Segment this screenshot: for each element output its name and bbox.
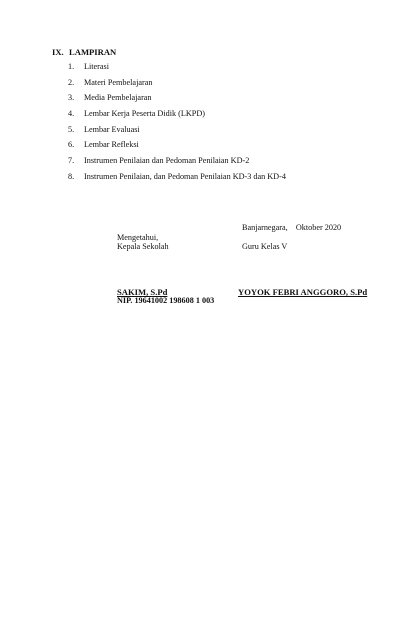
signature-date: Oktober 2020 — [295, 223, 342, 232]
list-item-index: 8. — [68, 171, 75, 181]
list-item-index: 2. — [68, 77, 75, 87]
list-item — [68, 108, 286, 124]
section-number: IX. — [52, 47, 64, 57]
list-item-label: Lembar Kerja Peserta Didik (LKPD) — [84, 109, 205, 119]
list-item-label: Lembar Refleksi — [84, 140, 139, 150]
list-item — [68, 171, 286, 187]
teacher-name: YOYOK FEBRI ANGGORO, S.Pd — [238, 287, 368, 297]
list-item-index: 4. — [68, 109, 75, 119]
section-title: LAMPIRAN — [69, 47, 117, 57]
list-item-index: 6. — [68, 140, 75, 150]
teacher-role: Guru Kelas V — [242, 242, 288, 251]
list-item — [68, 155, 286, 171]
list-item-index: 1. — [68, 62, 75, 71]
list-item-label: Materi Pembelajaran — [84, 77, 153, 87]
list-item — [68, 139, 286, 155]
principal-name: SAKIM, S.Pd — [117, 287, 168, 297]
list-item — [68, 92, 286, 108]
signature-place: Banjarnegara, — [242, 223, 288, 232]
list-item-index: 3. — [68, 93, 75, 103]
list-item-label: Lembar Evaluasi — [84, 124, 140, 134]
principal-role: Kepala Sekolah — [117, 242, 169, 251]
list-item — [68, 77, 286, 93]
list-item — [68, 124, 286, 140]
acknowledged-label: Mengetahui, — [117, 233, 159, 242]
list-item-label: Instrumen Penilaian dan Pedoman Penilaian KD-2 — [84, 156, 250, 166]
section-heading — [52, 47, 116, 57]
list-item — [68, 61, 286, 77]
list-item-index: 7. — [68, 156, 75, 166]
principal-nip: NIP. 19641002 198608 1 003 — [117, 296, 215, 305]
list-item-label: Literasi — [84, 62, 110, 71]
list-item-label: Media Pembelajaran — [84, 93, 152, 103]
list-item-index: 5. — [68, 124, 75, 134]
signature-place-date — [242, 223, 341, 233]
attachment-list — [68, 61, 286, 187]
list-item-label: Instrumen Penilaian, dan Pedoman Penilaian KD-3 dan KD-4 — [84, 171, 286, 181]
